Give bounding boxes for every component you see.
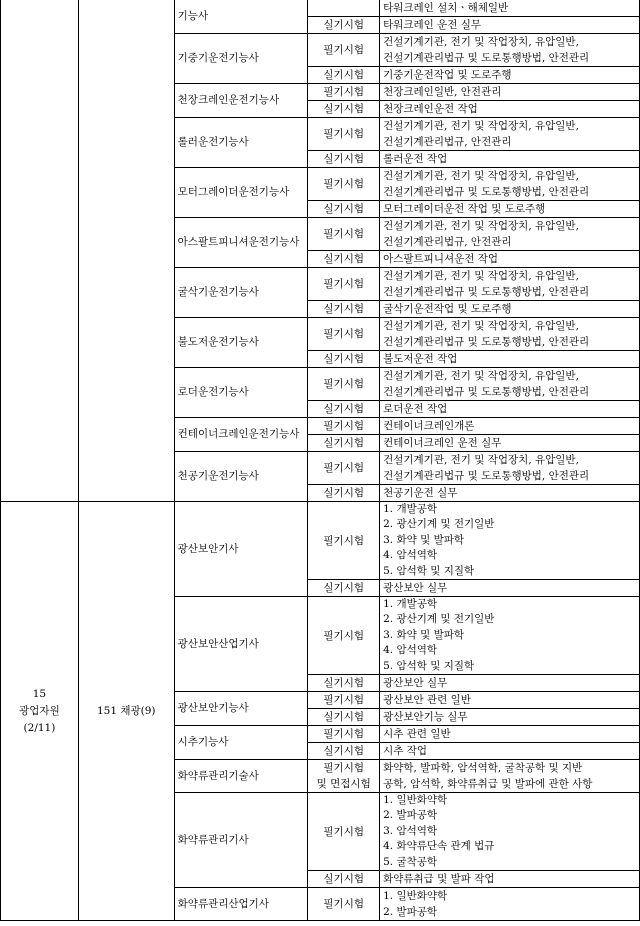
exam-type: 실기시험 — [308, 101, 380, 118]
subject-line: 아스팔트피니셔운전 작업 — [383, 253, 499, 265]
qualification-name: 화약류관리기술사 — [174, 760, 308, 793]
exam-type: 필기시험 — [308, 34, 380, 67]
exam-type: 실기시험 — [308, 251, 380, 268]
subject-line: 건설기계기관, 전기 및 작업장치, 유압일반, — [383, 120, 579, 132]
subject-line: 5. 굴착공학 — [383, 855, 438, 868]
exam-subjects — [380, 301, 640, 318]
subject-line: 건설기계기관, 전기 및 작업장치, 유압일반, — [383, 36, 579, 48]
exam-type — [308, 0, 380, 17]
subject-line: 3. 화약 및 발파학 — [383, 533, 464, 546]
subject-line: 타워크레인 운전 실무 — [383, 19, 482, 31]
exam-type: 실기시험 — [308, 580, 380, 597]
exam-subjects — [380, 793, 640, 871]
subject-line: 2. 발파공학 — [383, 809, 438, 822]
qualification-name: 로더운전기능사 — [174, 368, 308, 418]
exam-type: 실기시험 — [308, 201, 380, 218]
exam-type: 필기시험 — [308, 268, 380, 301]
subject-line: 1. 개발공학 — [383, 598, 438, 611]
exam-type: 필기시험 — [308, 168, 380, 201]
exam-subjects — [380, 268, 640, 301]
subject-line: 시추 작업 — [383, 745, 428, 758]
exam-type: 실기시험 — [308, 675, 380, 692]
subject-line: 천장크레인일반, 안전관리 — [383, 86, 502, 98]
subject-line: 컨테이너크레인개론 — [383, 420, 475, 432]
subject-line: 건설기계기관, 전기 및 작업장치, 유압일반, — [383, 220, 579, 232]
table-row — [1, 502, 640, 580]
subject-line: 건설기계기관, 전기 및 작업장치, 유압일반, — [383, 270, 579, 282]
exam-subjects — [380, 401, 640, 418]
subject-line: 건설기계관리법규, 안전관리 — [383, 236, 512, 248]
qualification-name: 모터그레이더운전기능사 — [174, 168, 308, 218]
exam-subjects — [380, 743, 640, 760]
qualification-name: 천장크레인운전기능사 — [174, 84, 308, 118]
subject-line: 건설기계관리법규 및 도로통행방법, 안전관리 — [383, 286, 590, 298]
exam-type: 필기시험 — [308, 692, 380, 709]
exam-subjects — [380, 201, 640, 218]
exam-type: 실기시험 — [308, 485, 380, 502]
exam-type: 필기시험 — [308, 84, 380, 101]
exam-type: 실기시험 — [308, 151, 380, 168]
qualification-name: 기능사 — [174, 0, 308, 34]
exam-subjects — [380, 118, 640, 151]
subject-line: 1. 개발공학 — [383, 503, 438, 515]
subject-line: 기중기운전작업 및 도로주행 — [383, 69, 512, 81]
subject-line: 천공기운전 실무 — [383, 487, 458, 499]
subject-line: 굴삭기운전작업 및 도로주행 — [383, 303, 512, 315]
subject-line: 광산보안 실무 — [383, 677, 448, 690]
subject-line: 4. 암석역학 — [383, 549, 438, 562]
subject-line: 롤러운전 작업 — [383, 153, 448, 165]
category-cell — [1, 0, 79, 502]
subject-line: 건설기계기관, 전기 및 작업장치, 유압일반, — [383, 170, 579, 182]
exam-subjects — [380, 692, 640, 709]
subject-line: 2. 광산기계 및 전기일반 — [383, 518, 495, 531]
subject-line: 로더운전 작업 — [383, 403, 448, 415]
exam-type: 필기시험 및 면접시험 — [308, 760, 380, 793]
exam-subjects — [380, 34, 640, 67]
subject-line: 화약류취급 및 발파 작업 — [383, 873, 495, 886]
exam-type: 필기시험 — [308, 318, 380, 351]
subject-line: 2. 광산기계 및 전기일반 — [383, 613, 495, 626]
qualification-name: 굴삭기운전기능사 — [174, 268, 308, 318]
exam-subjects — [380, 418, 640, 435]
exam-subjects — [380, 368, 640, 401]
exam-subjects — [380, 580, 640, 597]
subject-line: 컨테이너크레인 운전 실무 — [383, 437, 502, 449]
exam-type: 필기시험 — [308, 888, 380, 921]
subject-line: 건설기계관리법규 및 도로통행방법, 안전관리 — [383, 386, 590, 398]
exam-type: 실기시험 — [308, 351, 380, 368]
subject-line: 3. 암석역학 — [383, 824, 438, 837]
exam-type: 필기시험 — [308, 452, 380, 485]
exam-type: 실기시험 — [308, 17, 380, 34]
subject-line: 4. 화약류단속 관계 법규 — [383, 840, 495, 853]
exam-subjects — [380, 502, 640, 580]
subject-line: 천장크레인운전 작업 — [383, 103, 478, 115]
subject-line: 3. 화약 및 발파학 — [383, 628, 464, 641]
subject-line: 광산보안기능 실무 — [383, 711, 468, 724]
qualification-name: 화약류관리산업기사 — [174, 888, 308, 921]
exam-subjects — [380, 485, 640, 502]
subject-line: 타워크레인 설치ㆍ해체일반 — [383, 2, 509, 14]
exam-subjects — [380, 435, 640, 452]
exam-subjects — [380, 675, 640, 692]
subject-line: 건설기계관리법규, 안전관리 — [383, 136, 512, 148]
exam-type: 필기시험 — [308, 726, 380, 743]
exam-type: 실기시험 — [308, 435, 380, 452]
subject-line: 건설기계관리법규 및 도로통행방법, 안전관리 — [383, 52, 590, 64]
qualification-name: 아스팔트피니셔운전기능사 — [174, 218, 308, 268]
exam-subjects — [380, 871, 640, 888]
exam-subjects — [380, 84, 640, 101]
qualification-name: 롤러운전기능사 — [174, 118, 308, 168]
exam-subjects — [380, 218, 640, 251]
subject-line: 건설기계관리법규 및 도로통행방법, 안전관리 — [383, 470, 590, 482]
exam-subjects — [380, 351, 640, 368]
exam-type: 실기시험 — [308, 871, 380, 888]
exam-subjects — [380, 17, 640, 34]
qualification-name: 시추기능사 — [174, 726, 308, 760]
qualification-name: 불도저운전기능사 — [174, 318, 308, 368]
qualification-name: 기중기운전기능사 — [174, 34, 308, 84]
exam-subjects — [380, 760, 640, 793]
exam-subjects — [380, 726, 640, 743]
qualification-name: 광산보안산업기사 — [174, 597, 308, 692]
exam-type: 필기시험 — [308, 368, 380, 401]
exam-subjects — [380, 0, 640, 17]
category-cell: 15 광업자원 (2/11) — [1, 502, 79, 921]
table-row — [1, 0, 640, 17]
subject-line: 불도저운전 작업 — [383, 353, 458, 365]
exam-type: 실기시험 — [308, 743, 380, 760]
subject-line: 화약학, 발파학, 암석역학, 굴착공학 및 지반 — [383, 762, 583, 775]
qualification-name: 컨테이너크레인운전기능사 — [174, 418, 308, 452]
subject-line: 4. 암석역학 — [383, 644, 438, 657]
exam-type: 필기시험 — [308, 118, 380, 151]
exam-type: 필기시험 — [308, 218, 380, 251]
exam-type: 실기시험 — [308, 301, 380, 318]
exam-subjects — [380, 251, 640, 268]
exam-subjects — [380, 67, 640, 84]
subject-line: 시추 관련 일반 — [383, 728, 451, 741]
subject-line: 1. 일반화약학 — [383, 890, 448, 903]
qualification-name: 천공기운전기능사 — [174, 452, 308, 502]
subject-line: 5. 암석학 및 지질학 — [383, 659, 475, 672]
subject-line: 광산보안 관련 일반 — [383, 694, 471, 707]
subject-line: 광산보안 실무 — [383, 582, 448, 595]
exam-subjects — [380, 452, 640, 485]
exam-type: 필기시험 — [308, 418, 380, 435]
subject-line: 1. 일반화약학 — [383, 794, 448, 807]
exam-subjects — [380, 597, 640, 675]
exam-subjects — [380, 168, 640, 201]
exam-type: 필기시험 — [308, 597, 380, 675]
qualification-name: 광산보안기사 — [174, 502, 308, 597]
exam-subjects — [380, 101, 640, 118]
exam-type: 실기시험 — [308, 67, 380, 84]
exam-type: 필기시험 — [308, 502, 380, 580]
qualification-name: 광산보안기능사 — [174, 692, 308, 726]
qualification-table-body — [1, 0, 640, 921]
exam-subjects — [380, 888, 640, 921]
exam-type: 실기시험 — [308, 401, 380, 418]
subject-line: 건설기계기관, 전기 및 작업장치, 유압일반, — [383, 370, 579, 382]
subcategory-cell: 151 채광(9) — [78, 502, 174, 921]
exam-type: 필기시험 — [308, 793, 380, 871]
exam-subjects — [380, 709, 640, 726]
subject-line: 모터그레이더운전 작업 및 도로주행 — [383, 203, 546, 215]
qualification-name: 화약류관리기사 — [174, 793, 308, 888]
subcategory-cell — [78, 0, 174, 502]
exam-type: 실기시험 — [308, 709, 380, 726]
subject-line: 건설기계기관, 전기 및 작업장치, 유압일반, — [383, 320, 579, 332]
subject-line: 공학, 암석학, 화약류취급 및 발파에 관한 사항 — [383, 778, 593, 791]
subject-line: 2. 발파공학 — [383, 906, 438, 919]
exam-subjects — [380, 151, 640, 168]
subject-line: 건설기계기관, 전기 및 작업장치, 유압일반, — [383, 454, 579, 466]
subject-line: 5. 암석학 및 지질학 — [383, 564, 475, 577]
subject-line: 건설기계관리법규 및 도로통행방법, 안전관리 — [383, 186, 590, 198]
exam-subjects — [380, 318, 640, 351]
subject-line: 건설기계관리법규 및 도로통행방법, 안전관리 — [383, 336, 590, 348]
